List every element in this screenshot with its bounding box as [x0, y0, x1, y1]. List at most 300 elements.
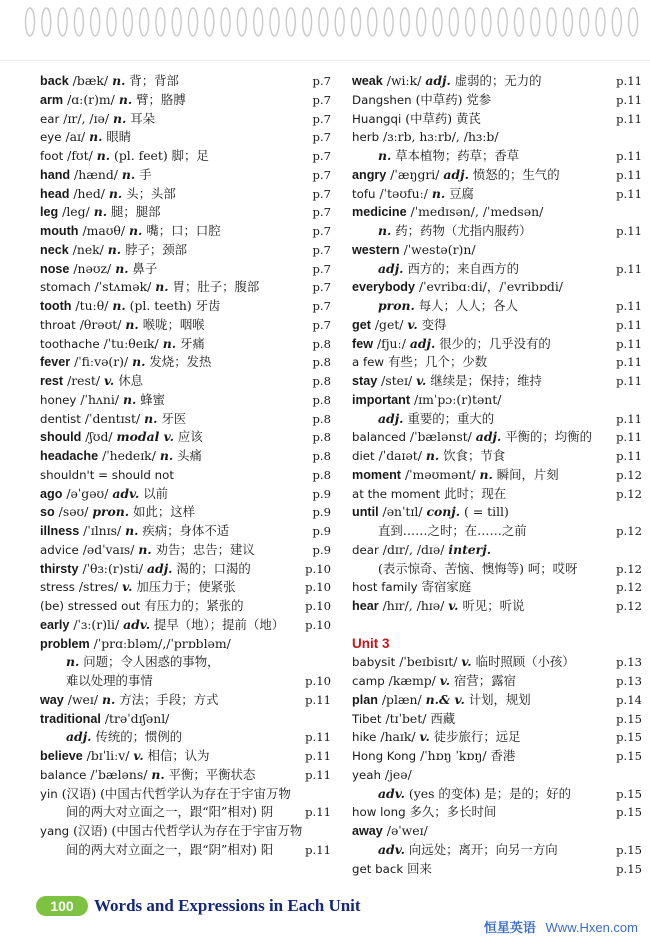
entry-definition: 间的两大对立面之一，跟“阴”相对) 阳 [66, 841, 274, 857]
entry-word: yin [40, 786, 58, 801]
entry-definition: 徒步旅行；远足 [433, 729, 521, 745]
glossary-entry [352, 260, 642, 279]
entry-pos: n. [159, 448, 174, 463]
glossary-entry [352, 410, 642, 429]
entry-pos: n. [151, 766, 165, 782]
entry-phonetic: /ˈprɑːbləm/,/ˈprɒbləm/ [93, 635, 231, 651]
glossary-entry [40, 522, 331, 541]
footer-title: Words and Expressions in Each Unit [94, 896, 361, 915]
entry-pos: n. [89, 129, 103, 145]
entry-page-ref: p.9 [312, 542, 331, 557]
entry-definition: 背；背部 [129, 73, 179, 88]
entry-page-ref: p.10 [305, 599, 331, 613]
glossary-entry [40, 803, 331, 822]
entry-page-ref: p.7 [312, 242, 331, 257]
entry-phonetic: /ˈbælənst/ [409, 429, 472, 445]
glossary-entry [352, 166, 642, 185]
entry-phonetic: /əˈweɪ/ [386, 823, 428, 838]
glossary-column-left [40, 72, 331, 860]
entry-pos: n. [113, 110, 127, 126]
spiral-ring [498, 8, 507, 36]
entry-definition: 加压力于；使紧张 [136, 579, 236, 595]
entry-page-ref: p.7 [312, 224, 331, 238]
entry-word: stay [352, 374, 378, 388]
entry-page-ref: p.11 [305, 730, 331, 745]
entry-pos: pron. [378, 298, 415, 313]
entry-phonetic: /ˈθɜː(r)sti/ [82, 560, 144, 576]
entry-word: important [352, 392, 411, 407]
spiral-ring [172, 8, 181, 36]
spiral-ring [26, 8, 35, 36]
entry-pos: v. [439, 673, 451, 688]
glossary-entry [40, 391, 331, 410]
entry-page-ref: p.15 [616, 805, 642, 820]
glossary-entry [40, 710, 331, 729]
entry-phonetic: /kæmp/ [388, 673, 436, 688]
entry-definition: 有些；几个；少数 [388, 354, 488, 370]
entry-page-ref: p.11 [616, 149, 642, 163]
entry-phonetic: /ˈfiːvə(r)/ [74, 354, 129, 370]
entry-definition: (中草药) 黄芪 [405, 110, 481, 126]
entry-phonetic: /hed/ [73, 185, 105, 201]
entry-page-ref: p.10 [305, 580, 331, 595]
entry-page-ref: p.8 [312, 392, 331, 407]
entry-word: a few [352, 355, 385, 370]
entry-word: hand [40, 167, 71, 182]
entry-definition: 牙痛 [179, 335, 205, 351]
entry-phonetic: /səʊ/ [58, 504, 89, 520]
entry-pos: n. [93, 204, 108, 220]
glossary-entry [40, 428, 331, 447]
entry-page-ref: p.7 [312, 74, 331, 88]
entry-page-ref: p.11 [616, 111, 642, 126]
entry-page-ref: p.7 [312, 261, 331, 276]
entry-page-ref: p.11 [616, 411, 642, 426]
entry-phonetic: /hænd/ [74, 166, 118, 182]
glossary-entry [352, 110, 642, 129]
entry-page-ref: p.11 [305, 842, 331, 857]
glossary-entry [352, 785, 642, 804]
glossary-entry [40, 597, 331, 616]
entry-pos: n. [125, 316, 139, 332]
entry-word: get back [352, 861, 404, 876]
entry-pos: adv. [112, 485, 140, 501]
entry-word: honey [40, 392, 77, 407]
entry-pos: adj. [66, 729, 92, 745]
entry-page-ref: p.11 [616, 186, 642, 201]
entry-page-ref: p.8 [312, 355, 331, 370]
entry-pos: n. [162, 335, 177, 351]
entry-word: advice [40, 542, 79, 557]
entry-word: angry [352, 167, 387, 182]
entry-page-ref: p.15 [616, 730, 642, 745]
entry-pos: v. [416, 373, 427, 388]
entry-page-ref: p.11 [616, 317, 642, 332]
spiral-ring [286, 8, 295, 36]
entry-phonetic: /aɪ/ [65, 129, 86, 145]
entry-pos: n. [144, 410, 158, 426]
entry-pos: adv. [378, 841, 405, 857]
spiral-ring [335, 8, 344, 36]
entry-definition: 回来 [407, 860, 432, 876]
glossary-entry [352, 803, 642, 822]
entry-word: diet [352, 449, 375, 463]
entry-word: moment [352, 467, 401, 482]
entry-phonetic: /haɪk/ [380, 729, 416, 745]
glossary-entry [352, 728, 642, 747]
entry-pos: n. [138, 541, 152, 557]
entry-word: rest [40, 374, 64, 388]
entry-word: back [40, 74, 69, 88]
entry-page-ref: p.11 [616, 74, 642, 88]
entry-page-ref: p.11 [616, 355, 642, 370]
entry-phonetic: /plæn/ [381, 691, 422, 707]
glossary-entry [40, 841, 331, 860]
entry-definition: (yes 的变体) 是；是的；好的 [408, 785, 572, 801]
entry-pos: n. [125, 523, 139, 538]
glossary-entry [40, 578, 331, 597]
glossary-entry [40, 166, 331, 185]
entry-page-ref: p.13 [616, 655, 642, 670]
glossary-entry [40, 766, 331, 785]
glossary-entry [352, 503, 642, 522]
glossary-entry [40, 653, 331, 672]
entry-word: ear [40, 111, 60, 126]
entry-definition: 耳朵 [130, 110, 156, 126]
entry-word: fever [40, 355, 71, 370]
spiral-ring [433, 8, 442, 36]
entry-page-ref: p.7 [312, 280, 331, 295]
entry-word: tofu [352, 186, 376, 201]
glossary-entry [352, 222, 642, 241]
entry-definition: 临时照顾（小孩） [475, 654, 575, 670]
entry-definition: 愤怒的；生气的 [472, 166, 560, 182]
entry-phonetic: /ɜːrb, hɜːrb/, /hɜːb/ [383, 129, 499, 145]
glossary-entry [352, 203, 642, 222]
entry-page-ref: p.12 [616, 561, 642, 576]
entry-definition: 直到……之时；在……之前 [378, 523, 527, 538]
entry-word: dentist [40, 411, 81, 426]
glossary-entry [352, 747, 642, 766]
entry-word: get [352, 317, 371, 332]
glossary-entry [352, 522, 642, 541]
entry-definition: (汉语) (中国古代哲学认为存在于宇宙万物 [73, 823, 303, 838]
spiral-ring [254, 8, 263, 36]
entry-pos: adv. [123, 616, 151, 632]
entry-phonetic: /ˈhedeɪk/ [102, 448, 156, 463]
entry-pos: n. [378, 148, 392, 163]
entry-phonetic: /fjuː/ [376, 335, 406, 351]
entry-word: dear [352, 542, 379, 557]
entry-page-ref: p.15 [616, 749, 642, 763]
entry-page-ref: p.11 [616, 224, 642, 238]
entry-pos: conj. [426, 504, 461, 520]
glossary-entry [40, 241, 331, 260]
entry-pos: adj. [475, 429, 502, 445]
entry-definition: 寄宿家庭 [421, 579, 472, 595]
spiral-ring [237, 8, 246, 36]
glossary-entry [40, 691, 331, 710]
entry-definition: 难以处理的事情 [66, 673, 153, 688]
entry-page-ref: p.13 [616, 674, 642, 688]
entry-phonetic: /tuːθ/ [75, 298, 109, 313]
entry-page-ref: p.11 [616, 299, 642, 313]
glossary-entry [352, 541, 642, 560]
entry-word: weak [352, 74, 383, 88]
entry-page-ref: p.7 [312, 92, 331, 107]
glossary-entry [40, 541, 331, 560]
entry-pos: adj. [378, 260, 404, 276]
entry-word: yeah [352, 767, 381, 782]
entry-definition: 药；药物（尤指内服药） [395, 223, 532, 238]
entry-word: shouldn't = should not [40, 467, 174, 482]
entry-definition: 有压力的；紧张的 [144, 598, 244, 613]
spiral-ring [42, 8, 51, 36]
entry-pos: v. [419, 729, 430, 745]
entry-pos: v. [448, 598, 459, 613]
entry-pos: modal v. [116, 429, 174, 445]
glossary-entry [40, 260, 331, 279]
entry-word: ago [40, 486, 63, 501]
entry-word: problem [40, 636, 90, 651]
entry-phonetic: /steɪ/ [381, 373, 413, 388]
entry-phonetic: /ɪr/, /ɪə/ [63, 110, 110, 126]
spiral-ring [515, 8, 524, 36]
entry-word: herb [352, 130, 380, 145]
entry-word: babysit [352, 655, 396, 670]
entry-phonetic: /ˈɜː(r)li/ [73, 616, 120, 632]
entry-page-ref: p.11 [305, 767, 331, 782]
entry-page-ref: p.12 [616, 599, 642, 613]
spiral-ring [140, 8, 149, 36]
entry-word: everybody [352, 280, 415, 295]
entry-phonetic: /wiːk/ [386, 73, 422, 88]
entry-definition: 发烧；发热 [149, 354, 212, 370]
entry-phonetic: /ˈɪlnɪs/ [83, 523, 122, 538]
entry-page-ref: p.7 [312, 149, 331, 163]
spiral-ring [91, 8, 100, 36]
glossary-entry [40, 447, 331, 466]
entry-word: believe [40, 749, 83, 763]
entry-page-ref: p.11 [616, 336, 642, 351]
entry-page-ref: p.8 [312, 430, 331, 445]
entry-word: nose [40, 261, 70, 276]
spiral-ring [596, 8, 605, 36]
entry-pos: adj. [443, 166, 469, 182]
entry-page-ref: p.15 [616, 842, 642, 857]
entry-phonetic: /ˈhʌni/ [80, 391, 120, 407]
spiral-ring [319, 8, 328, 36]
entry-word: mouth [40, 224, 79, 238]
entry-definition: (pl. teeth) 牙齿 [129, 298, 221, 313]
entry-page-ref: p.7 [312, 167, 331, 182]
entry-pos: adj. [378, 410, 404, 426]
entry-page-ref: p.11 [616, 430, 642, 445]
entry-phonetic: /nek/ [72, 241, 104, 257]
entry-page-ref: p.7 [312, 317, 331, 332]
entry-pos: n. [101, 691, 116, 707]
entry-word: way [40, 692, 64, 707]
glossary-entry [40, 616, 331, 635]
entry-page-ref: p.9 [312, 486, 331, 501]
glossary-entry [352, 578, 642, 597]
entry-word: stress [40, 580, 75, 595]
glossary-entry [352, 560, 642, 579]
entry-page-ref: p.7 [312, 299, 331, 313]
glossary-entry [40, 503, 331, 522]
glossary-entry [40, 222, 331, 241]
glossary-entry [40, 316, 331, 335]
entry-page-ref: p.11 [305, 749, 331, 763]
entry-pos: n. [107, 241, 122, 257]
entry-phonetic: /tɪˈbet/ [385, 710, 427, 726]
entry-definition: 听见；听说 [462, 598, 525, 613]
entry-pos: adj. [147, 560, 173, 576]
entry-pos: adv. [378, 785, 405, 801]
entry-page-ref: p.10 [305, 617, 331, 632]
entry-word: leg [40, 205, 59, 220]
spiral-ring [270, 8, 279, 36]
glossary-entry [40, 747, 331, 766]
entry-page-ref: p.11 [616, 374, 642, 388]
entry-page-ref: p.9 [312, 524, 331, 538]
glossary-entry [40, 147, 331, 166]
glossary-entry [352, 91, 642, 110]
spiral-ring [189, 8, 198, 36]
entry-page-ref: p.12 [616, 486, 642, 501]
entry-definition: (pl. feet) 脚；足 [114, 148, 209, 163]
entry-page-ref: p.10 [305, 561, 331, 576]
entry-pos: adj. [425, 73, 451, 88]
entry-pos: v. [461, 654, 472, 670]
entry-definition: 方法；手段；方式 [119, 691, 219, 707]
entry-pos: n. [431, 185, 446, 201]
entry-word: throat [40, 317, 76, 332]
glossary-entry [40, 635, 331, 654]
entry-word: hear [352, 599, 379, 613]
entry-word: (be) stressed out [40, 599, 141, 613]
entry-phonetic: /ˈæŋgri/ [390, 166, 440, 182]
entry-definition: 重要的；重大的 [407, 410, 495, 426]
entry-page-ref: p.15 [616, 711, 642, 726]
entry-definition: 疾病；身体不适 [142, 523, 230, 538]
entry-definition: 瞬间，片刻 [496, 466, 559, 482]
glossary-entry [40, 466, 331, 485]
glossary-entry [352, 297, 642, 316]
entry-phonetic: /ˈstʌmək/ [94, 279, 152, 295]
glossary-entry [40, 672, 331, 691]
glossary-entry [40, 91, 331, 110]
entry-pos: n. [115, 260, 129, 276]
entry-word: medicine [352, 205, 407, 220]
entry-phonetic: /ˈdentɪst/ [84, 410, 141, 426]
glossary-entry [352, 672, 642, 691]
entry-definition: 向远处；离开；向另一方向 [408, 841, 558, 857]
spiral-ring [384, 8, 393, 36]
entry-page-ref: p.11 [616, 449, 642, 463]
entry-word: until [352, 505, 379, 520]
entry-pos: n. [118, 91, 133, 107]
entry-pos: n. [112, 73, 126, 88]
entry-pos: n. [108, 185, 123, 201]
entry-word: Huangqi [352, 111, 402, 126]
glossary-entry [352, 353, 642, 372]
glossary-entry [352, 428, 642, 447]
entry-word: Tibet [352, 711, 382, 726]
entry-definition: 宿营；露宿 [454, 673, 516, 688]
entry-phonetic: /əˈgəʊ/ [66, 485, 109, 501]
entry-definition: (中草药) 党参 [415, 91, 492, 107]
entry-definition: 臂；胳膊 [136, 91, 186, 107]
entry-page-ref: p.15 [616, 786, 642, 801]
entry-definition: 鼻子 [132, 260, 158, 276]
entry-phonetic: /dɪr/, /dɪə/ [382, 541, 445, 557]
entry-definition: 胃；肚子；腹部 [172, 279, 260, 295]
entry-pos: v. [133, 748, 144, 763]
entry-pos: v. [103, 373, 115, 388]
glossary-entry [352, 447, 642, 466]
spiral-ring [563, 8, 572, 36]
entry-word: at the moment [352, 486, 441, 501]
entry-definition: 牙医 [161, 410, 187, 426]
entry-phonetic: /hɪr/, /hɪə/ [382, 598, 445, 613]
spiral-ring [547, 8, 556, 36]
entry-page-ref: p.11 [305, 805, 331, 820]
entry-phonetic: /ˈbæləns/ [90, 766, 148, 782]
entry-word: foot [40, 149, 64, 163]
entry-page-ref: p.7 [312, 130, 331, 145]
entry-word: headache [40, 449, 99, 463]
spiral-ring [612, 8, 621, 36]
entry-pos: n. [129, 223, 143, 238]
spiral-ring [466, 8, 475, 36]
entry-phonetic: /trəˈdɪʃənl/ [104, 710, 170, 726]
entry-word: illness [40, 524, 80, 538]
glossary-entry [352, 316, 642, 335]
watermark [484, 920, 638, 936]
spiral-ring [449, 8, 458, 36]
entry-phonetic: /fʊt/ [67, 148, 93, 163]
entry-page-ref: p.8 [312, 336, 331, 351]
glossary-entry [40, 785, 331, 804]
entry-phonetic: /ˈtəʊfuː/ [379, 185, 428, 201]
entry-page-ref: p.7 [312, 111, 331, 126]
entry-word: how long [352, 805, 406, 820]
entry-phonetic: /ˈməʊmənt/ [404, 466, 476, 482]
entry-definition: 多久；多长时间 [409, 804, 497, 820]
entry-definition: 豆腐 [449, 185, 474, 201]
entry-phonetic: /ˈevribɑːdi/，/ˈevribɒdi/ [418, 279, 563, 295]
glossary-entry [40, 72, 331, 91]
entry-word: so [40, 505, 55, 520]
glossary-entry [40, 110, 331, 129]
entry-phonetic: /ʃʊd/ [85, 429, 113, 445]
entry-page-ref: p.8 [312, 449, 331, 463]
entry-word: balanced [352, 430, 406, 445]
entry-word: tooth [40, 299, 72, 313]
entry-phonetic: /weɪ/ [67, 691, 99, 707]
entry-definition: 很少的；几乎没有的 [439, 335, 551, 351]
entry-word: balance [40, 767, 87, 782]
glossary-entry [40, 353, 331, 372]
entry-pos: n. [479, 466, 493, 482]
entry-pos: n. [112, 298, 126, 313]
entry-definition: 计划，规划 [468, 691, 531, 707]
glossary-entry [40, 560, 331, 579]
entry-phonetic: /ˈmedɪsən/, /ˈmedsən/ [410, 204, 544, 220]
entry-page-ref: p.12 [616, 580, 642, 595]
entry-pos: v. [407, 316, 418, 332]
